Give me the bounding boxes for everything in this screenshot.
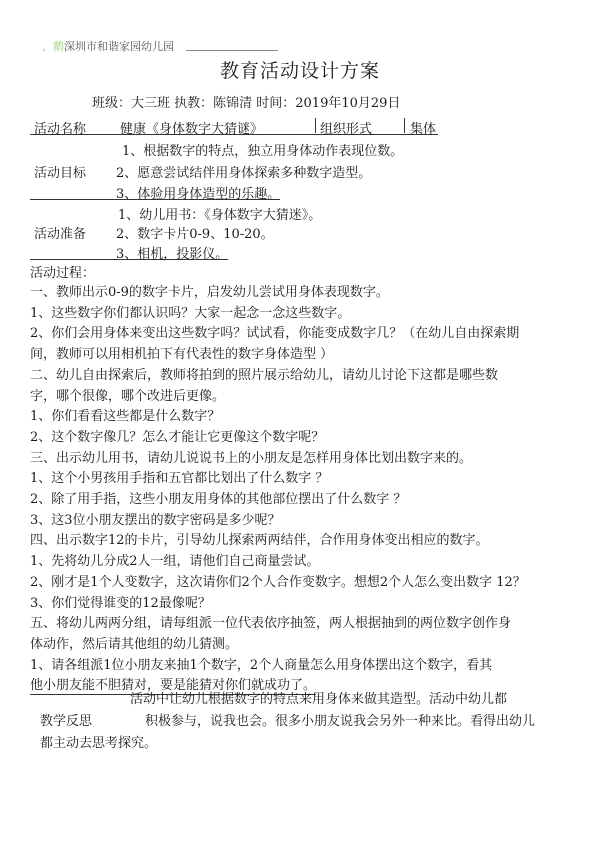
process-line: 2、刚才是1个人变数字，这次请你们2个人合作变数字。想想2个人怎么变出数字 12？ [30, 574, 526, 590]
process-line: 1、先将幼儿分成2人一组，请他们自己商量尝试。 [30, 554, 320, 570]
prep-item: 1、幼儿用书：《身体数字大猜迷》。 [118, 208, 322, 223]
name-value: 健康《身体数字大猜谜》 [120, 122, 264, 137]
process-line: 三、出示幼儿用书，请幼儿说说书上的小朋友是怎样用身体比划出数字来的。 [30, 450, 473, 466]
goals-label: 活动目标 [34, 166, 87, 181]
process-line: 1、这个小男孩用手指和五官都比划出了什么数字 ？ [30, 471, 329, 487]
process-line: 1、你们看看这些都是什么数字？ [30, 409, 221, 425]
process-line: 一、教师出示0-9的数字卡片，启发幼儿尝试用身体表现数字。 [30, 285, 389, 300]
table-separator [404, 118, 405, 133]
process-line: 1、请各组派1位小朋友来抽1个数字，2个人商量怎么用身体摆出这个数字，看其 [30, 657, 493, 673]
org-value: 集体 [410, 122, 437, 137]
table-rule [30, 199, 280, 200]
school-name [42, 38, 174, 54]
table-separator [315, 118, 316, 133]
document-title: 教育活动设计方案 [219, 60, 380, 82]
process-line: 2、你们会用身体来变出这些数字吗？试试看，你能变成数字几？（在幼儿自由探索期 [30, 326, 520, 342]
school-name-text: 深圳市和谐家园幼儿园 [64, 40, 174, 53]
class-meta: 班级：大三班 执教：陈锦清 时间：2019年10月29日 [92, 96, 401, 111]
process-heading: 活动过程： [30, 266, 96, 281]
org-label: 组织形式 [320, 122, 373, 137]
process-line: 3、这3位小朋友摆出的数字密码是多少呢？ [30, 512, 281, 528]
name-label: 活动名称 [34, 122, 87, 137]
process-line: 二、幼儿自由探索后，教师将拍到的照片展示给幼儿，请幼儿讨论下这都是哪些数 [30, 367, 499, 383]
table-rule [30, 134, 438, 135]
reflection-line: 都主动去思考探究。 [40, 736, 158, 751]
process-line: 间，教师可以用相机拍下有代表性的数字身体造型 ） [30, 347, 334, 363]
process-line: 他小朋友能不胆猜对，要是能猜对你们就成功了。 [30, 674, 316, 695]
school-rule [186, 50, 278, 51]
goal-item: 2、愿意尝试结伴用身体探索多种数字造型。 [116, 166, 372, 181]
process-line: 3、你们觉得谁变的12最像呢？ [30, 595, 211, 611]
process-line: 体动作，然后请其他组的幼儿猜测。 [30, 636, 239, 652]
process-line: 2、除了用手指，这些小朋友用身体的其他部位摆出了什么数字 ？ [30, 492, 407, 507]
process-line: 五、将幼儿两两分组，请每组派一位代表依序抽签，两人根据抽到的两位数字创作身 [30, 616, 512, 632]
reflection-line: 活动中让幼儿根据数字的特点来用身体来做其造型。活动中幼儿都 [130, 692, 508, 707]
process-line: 2、这个数字像几？怎么才能让它更像这个数字呢？ [30, 429, 325, 445]
school-name-lead: 、鹅 [42, 40, 64, 53]
goal-item: 1、根据数字的特点，独立用身体动作表现位数。 [122, 144, 404, 159]
process-line: 四、出示数字12的卡片，引导幼儿探索两两结伴，合作用身体变出相应的数字。 [30, 533, 489, 549]
process-line: 字，哪个很像，哪个改进后更像。 [30, 388, 226, 404]
prep-item: 2、数字卡片0-9、10-20。 [116, 227, 274, 242]
reflection-label: 教学反思 [40, 714, 93, 729]
prep-label: 活动准备 [34, 227, 87, 242]
table-rule [30, 259, 228, 260]
reflection-line: 积极参与，说我也会。很多小朋友说我会另外一种来比。看得出幼儿 [145, 714, 536, 729]
prep-item: 3、相机，投影仪。 [116, 247, 229, 262]
process-line: 1、这些数字你们都认识吗？大家一起念一念这些数字。 [30, 305, 351, 321]
goal-item: 3、体验用身体造型的乐趣。 [116, 187, 281, 202]
